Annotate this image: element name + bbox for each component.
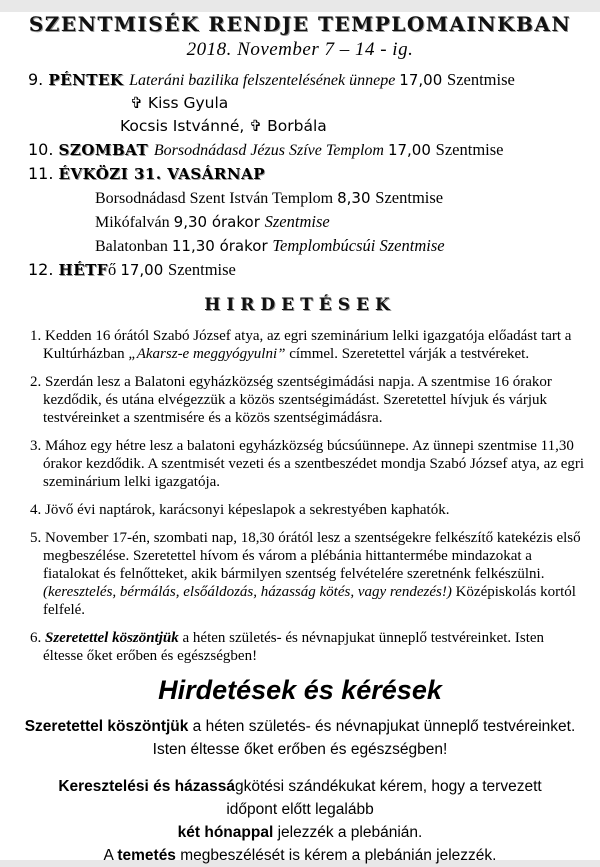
- mass-label: Szentmise: [447, 70, 515, 89]
- item-text: Jövő évi naptárok, karácsonyi képeslapok a sekrestyében kaphatók.: [45, 502, 450, 518]
- schedule-row-monday: [28, 258, 592, 282]
- page-title: SZENTMISÉK RENDJE TEMPLOMAINKBAN: [28, 12, 572, 36]
- sunday-mass-line: [95, 210, 592, 234]
- mass-time: 17,00: [120, 261, 169, 279]
- announcement-item: [30, 327, 585, 363]
- intention-line: [120, 115, 592, 138]
- mass-time: 9,30 órakor: [173, 213, 265, 231]
- day-number: 11.: [28, 164, 59, 183]
- mass-schedule: [28, 68, 592, 282]
- item-text: November 17-én, szombati nap, 18,30 órától lesz a szentségekre felkészítő katekézis első megbeszélése. Szeretettel hívom és várom a plébánia hittantermébe mindazokat a fiatalokat és felnőtteket, akik bármilyen szentség felvételére szeretnénk felkészülni.: [43, 530, 581, 582]
- request-text: jelezzék a plebánián.: [273, 824, 423, 841]
- request-bold: két hónappal: [177, 824, 274, 841]
- mass-label: Szentmise: [264, 212, 330, 231]
- day-number: 12.: [28, 260, 59, 279]
- sunday-mass-line: [95, 186, 592, 210]
- request-line: időpont előtt legalább: [226, 801, 374, 818]
- greeting-bold: Szeretettel köszöntjük: [24, 718, 189, 735]
- intention-line: [130, 92, 592, 115]
- announcement-item: [30, 629, 585, 665]
- item-text-bold-italic: Szeretettel köszöntjük: [45, 630, 179, 646]
- announcement-item: [30, 529, 585, 619]
- item-text: a héten születés- és névnapjukat ünneplő testvéreinket. Isten éltesse őket erőben és egészségben!: [43, 630, 545, 664]
- mass-label: Szentmise: [435, 140, 504, 159]
- item-text: Kedden 16 órától Szabó József atya, az egri szeminárium lelki igazgatója előadást tart a Kultúrházban: [43, 328, 572, 362]
- place-name: Borsodnádasd Szent István Templom: [95, 190, 338, 207]
- greeting-text: a héten születés- és névnapjukat ünneplő testvéreinket.: [188, 718, 576, 735]
- day-name-suffix: ő: [107, 260, 121, 279]
- request-text: A: [103, 847, 118, 864]
- announcement-item: [30, 437, 585, 491]
- day-name: PÉNTEK: [48, 71, 130, 89]
- item-text: címmel. Szeretettel várják a testvéreket.: [285, 346, 530, 362]
- item-text: Mához egy hétre lesz a balatoni egyházközség búcsúünnepe. Az ünnepi szentmise 11,30 órakor kezdődik. A szentmisét vezeti és a szentbeszédet mondja Szabó József atya, az egri szeminárium lelki igazgatója.: [43, 438, 585, 490]
- mass-time: 11,30 órakor: [171, 237, 273, 255]
- day-name: ÉVKÖZI 31. VASÁRNAP: [58, 165, 265, 183]
- intention-name: Kiss Gyula: [147, 94, 229, 112]
- mass-time: 17,00: [399, 71, 448, 89]
- page-subtitle: 2018. November 7 – 14 - ig.: [186, 39, 414, 60]
- announcement-item: [30, 373, 585, 427]
- greeting-line: [4, 715, 596, 738]
- feast-name: Lateráni bazilika felszentelésének ünnepe: [129, 72, 400, 89]
- announcement-item: [30, 501, 585, 519]
- request-line: [4, 844, 596, 867]
- requests-section: [0, 675, 600, 867]
- item-number: 2.: [30, 374, 45, 390]
- cross-icon: ✞: [249, 117, 268, 135]
- day-name: HÉTF: [58, 261, 108, 279]
- item-text-italic: „Akarsz-e meggyógyulni”: [128, 346, 286, 362]
- announcements-section: [0, 295, 600, 665]
- schedule-row-sunday: [28, 162, 592, 186]
- item-number: 4.: [30, 502, 45, 518]
- mass-time: 8,30: [337, 189, 376, 207]
- item-number: 5.: [30, 530, 45, 546]
- announcements-list: [30, 327, 585, 665]
- request-bold: temetés: [117, 847, 176, 864]
- item-text: Szerdán lesz a Balatoni egyházközség szentségimádási napja. A szentmise 16 órakor kezdődik, és utána elvégezzük a közös szentségimádást. Szeretettel hívjuk és várjuk testvéreinket a szentmisére és a közös szentségimádásra.: [43, 374, 552, 426]
- item-number: 6.: [30, 630, 45, 646]
- mass-time: 17,00: [387, 141, 436, 159]
- item-text: Középiskolás kortól felfelé.: [43, 584, 576, 618]
- cross-icon: ✞: [130, 94, 148, 112]
- bulletin-page: [0, 12, 600, 864]
- request-bold: Keresztelési és házassá: [58, 778, 235, 795]
- schedule-row-saturday: [28, 138, 592, 162]
- mass-label: Szentmise: [168, 260, 236, 279]
- church-name: Borsodnádasd Jézus Szíve Templom: [153, 142, 388, 159]
- item-number: 1.: [30, 328, 45, 344]
- day-number: 9.: [28, 70, 49, 89]
- intention-name: Kocsis Istvánné,: [120, 117, 250, 135]
- request-line: [4, 821, 596, 844]
- intention-name: Borbála: [267, 117, 327, 135]
- day-name: SZOMBAT: [58, 141, 154, 159]
- sunday-mass-line: [95, 234, 592, 258]
- schedule-row-friday: [28, 68, 592, 92]
- requests-heading: Hirdetések és kérések: [158, 675, 442, 705]
- mass-label: Templombúcsúi Szentmise: [272, 236, 445, 255]
- place-name: Mikófalván: [95, 214, 174, 231]
- greeting-line: Isten éltesse őket erőben és egészségben!: [152, 741, 448, 758]
- request-text: megbeszélését is kérem a plebánián jelezzék.: [175, 847, 497, 864]
- mass-label: Szentmise: [375, 188, 444, 207]
- day-number: 10.: [28, 140, 59, 159]
- item-number: 3.: [30, 438, 45, 454]
- item-text-italic: (keresztelés, bérmálás, elsőáldozás, házasság kötés, vagy rendezés!): [43, 584, 452, 600]
- request-line: [4, 775, 596, 798]
- greeting-paragraph: [4, 715, 596, 761]
- place-name: Balatonban: [95, 238, 172, 255]
- requests-paragraph: [4, 775, 596, 867]
- request-text: gkötési szándékukat kérem, hogy a tervezett: [234, 778, 542, 795]
- announcements-heading: HIRDETÉSEK: [204, 295, 396, 315]
